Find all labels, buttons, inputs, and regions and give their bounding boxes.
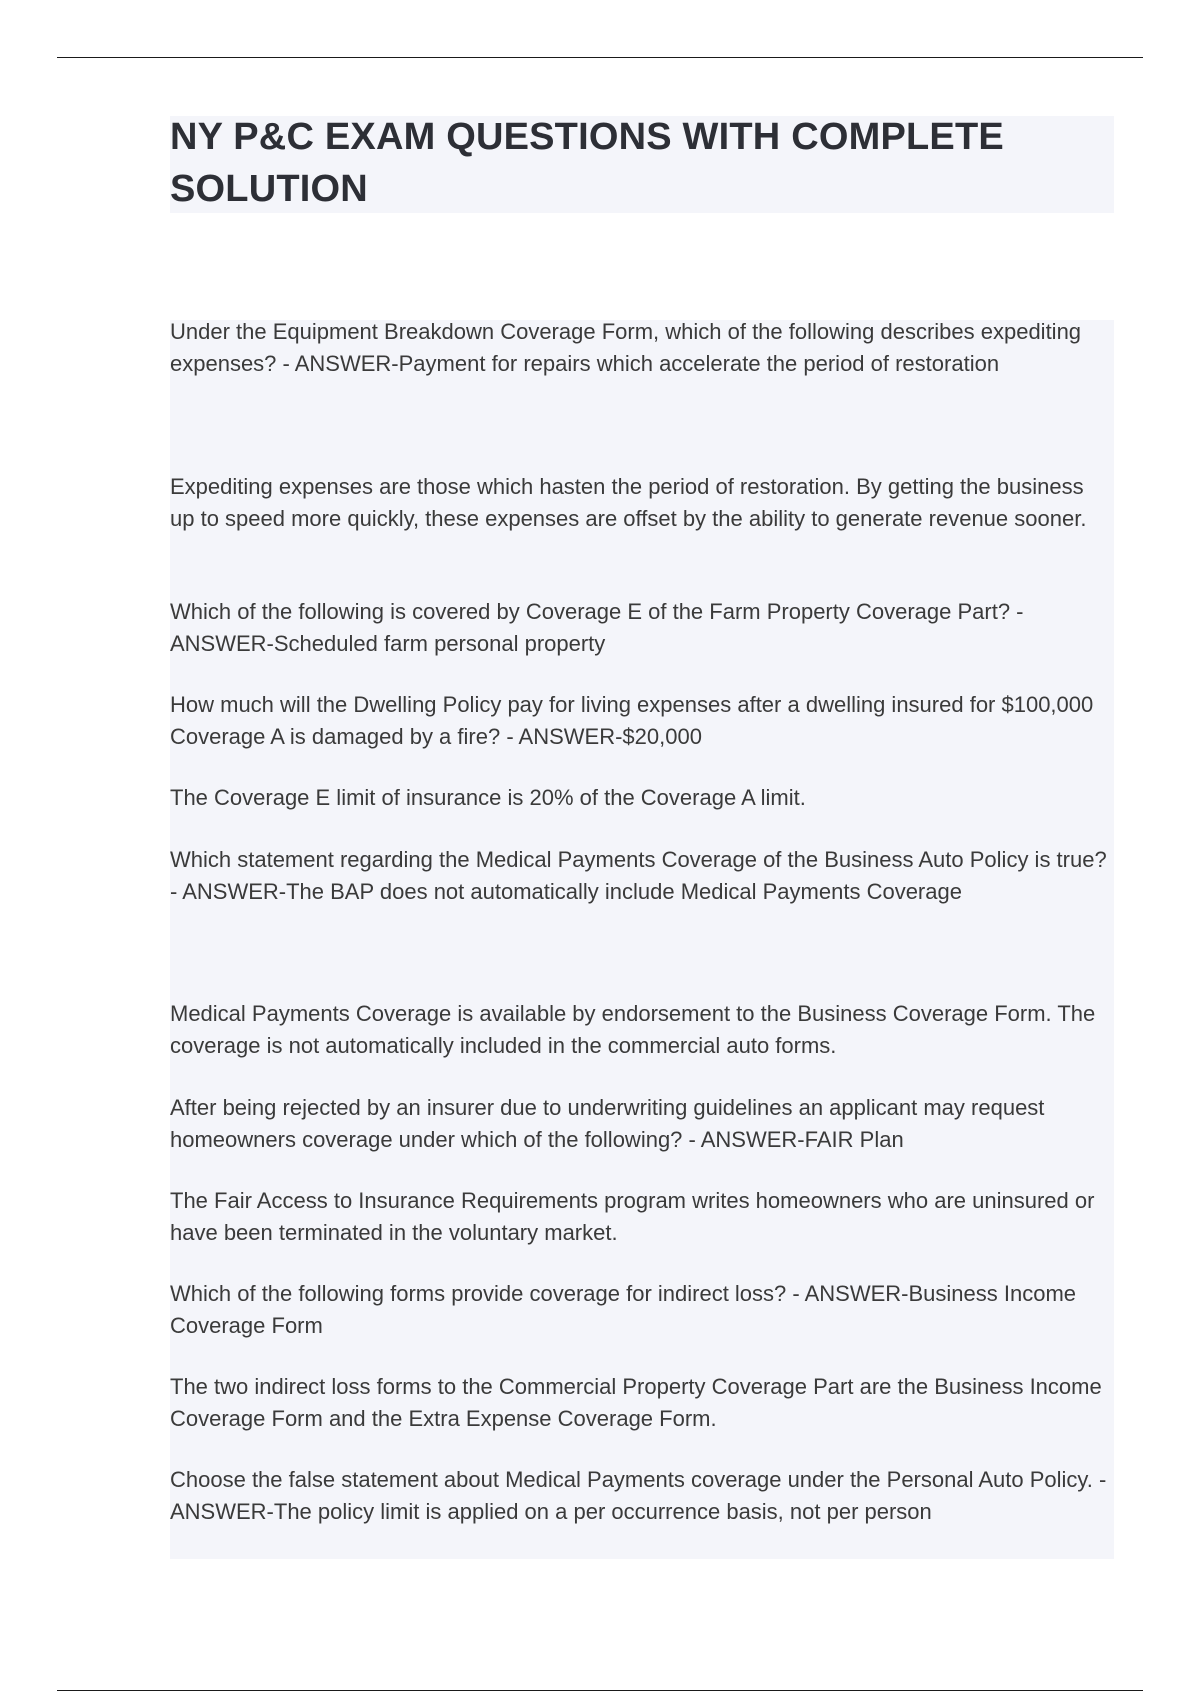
- paragraph-2: Expediting expenses are those which hasten the period of restoration. By getting the business up to speed more quickly, these expenses are offset by the ability to generate revenue sooner.: [170, 474, 1087, 531]
- bottom-rule: [57, 1690, 1143, 1691]
- paragraph-12: Choose the false statement about Medical Payments coverage under the Personal Auto Policy. - ANSWER-The policy limit is applied on a per occurrence basis, not per person: [170, 1467, 1107, 1524]
- paragraph-11: The two indirect loss forms to the Commercial Property Coverage Part are the Business Income Coverage Form and the Extra Expense Coverage Form.: [170, 1374, 1102, 1431]
- paragraph-8: After being rejected by an insurer due to underwriting guidelines an applicant may request homeowners coverage under which of the following? - ANSWER-FAIR Plan: [170, 1095, 1045, 1152]
- paragraph-4: How much will the Dwelling Policy pay for living expenses after a dwelling insured for $100,000 Coverage A is damaged by a fire? - ANSWER-$20,000: [170, 692, 1094, 749]
- page-title: NY P&C EXAM QUESTIONS WITH COMPLETE SOLUTION: [170, 116, 1004, 210]
- content-block: [170, 320, 1114, 1559]
- paragraph-6: Which statement regarding the Medical Payments Coverage of the Business Auto Policy is true? - ANSWER-The BAP does not automatically include Medical Payments Coverage: [170, 847, 1107, 904]
- paragraph-3: Which of the following is covered by Coverage E of the Farm Property Coverage Part? - ANSWER-Scheduled farm personal property: [170, 599, 1024, 656]
- title-block: [170, 116, 1114, 213]
- paragraph-7: Medical Payments Coverage is available by endorsement to the Business Coverage Form. The coverage is not automatically included in the commercial auto forms.: [170, 1001, 1096, 1058]
- paragraph-1: Under the Equipment Breakdown Coverage Form, which of the following describes expediting expenses? - ANSWER-Payment for repairs which accelerate the period of restoration: [170, 319, 1082, 376]
- paragraph-9: The Fair Access to Insurance Requirements program writes homeowners who are uninsured or have been terminated in the voluntary market.: [170, 1188, 1095, 1245]
- paragraph-5: The Coverage E limit of insurance is 20% of the Coverage A limit.: [170, 785, 806, 810]
- paragraph-10: Which of the following forms provide coverage for indirect loss? - ANSWER-Business Income Coverage Form: [170, 1281, 1077, 1338]
- top-rule: [57, 57, 1143, 58]
